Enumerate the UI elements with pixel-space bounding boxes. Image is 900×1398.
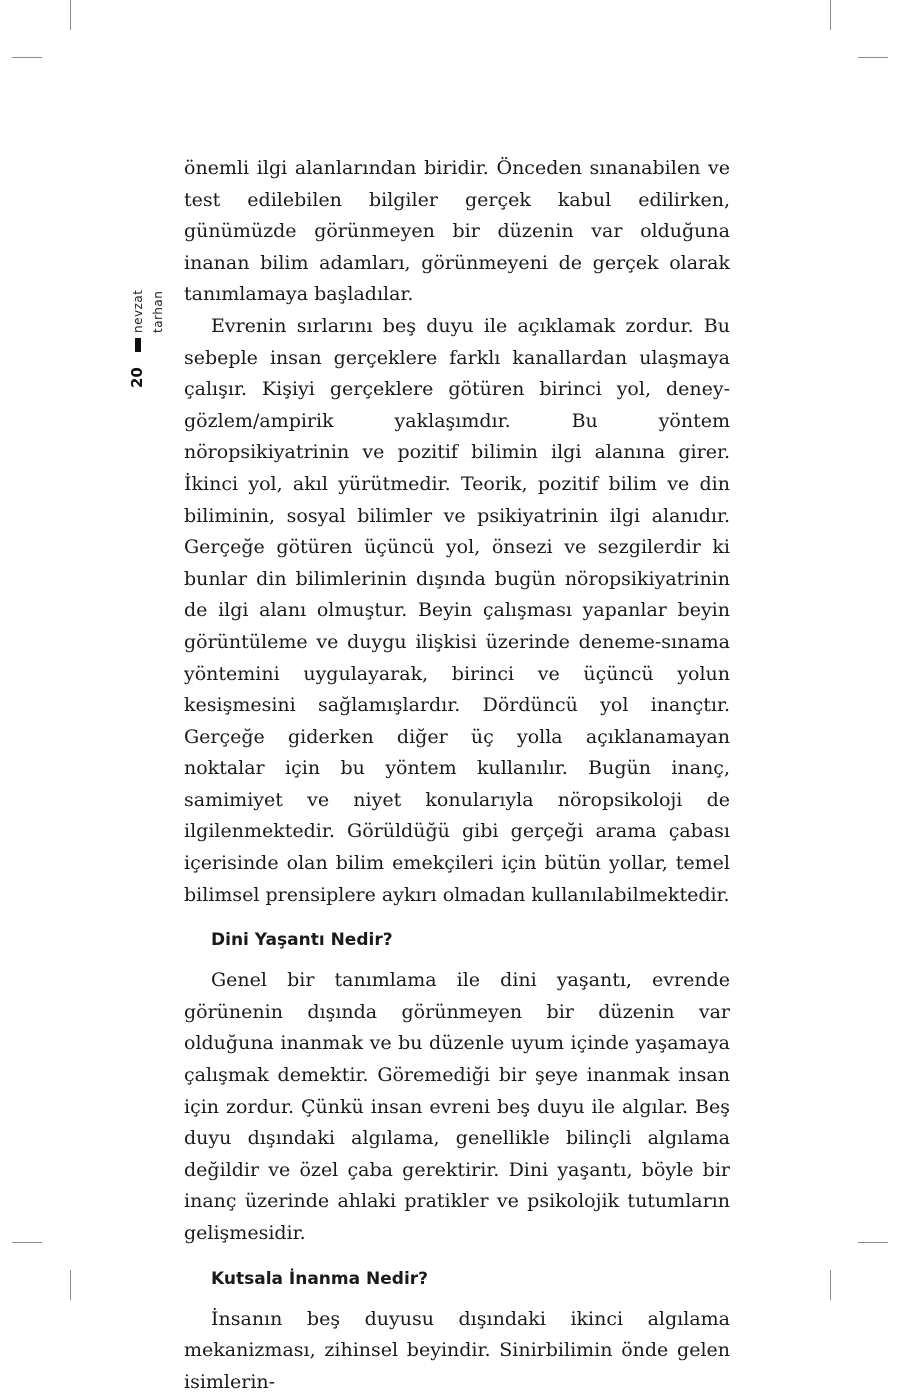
- running-head-author: nevzat tarhan: [131, 289, 165, 333]
- page-number: 20: [128, 367, 146, 388]
- crop-mark-top-right-vertical: [830, 0, 831, 30]
- paragraph-3: Genel bir tanımlama ile dini yaşantı, evrende görünenin dışında görünmeyen bir düzenin var olduğuna inanmak ve bu düzenle uyum içinde yaşamaya çalışmak demektir. Göremediği bir şeye inanmak insan için zordur. Çünkü insan evreni beş duyu ile algılar. Beş duyu dışındaki algılama, genellikle bilinçli algılama değildir ve özel çaba gerektirir. Dini yaşantı, böyle bir inanç üzerinde ahlaki pratikler ve psikolojik tutumların gelişmesidir.: [184, 969, 730, 1244]
- section-heading-dini-yasanti: Dini Yaşantı Nedir?: [211, 930, 393, 951]
- section-heading-kutsala-inanma: Kutsala İnanma Nedir?: [211, 1268, 429, 1289]
- page-body: [184, 153, 730, 1398]
- crop-mark-top-left-vertical: [70, 0, 71, 30]
- crop-mark-bottom-right-vertical: [830, 1270, 831, 1300]
- crop-mark-bottom-right-horizontal: [858, 1242, 888, 1243]
- paragraph-1: önemli ilgi alanlarından biridir. Önceden sınanabilen ve test edilebilen bilgiler gerçek kabul edilirken, günümüzde görünmeyen bir düzenin var olduğuna inanan bilim adamları, görünmeyeni de gerçek olarak tanımlamaya başladılar.: [184, 157, 730, 306]
- crop-mark-bottom-left-horizontal: [12, 1242, 42, 1243]
- crop-mark-top-right-horizontal: [858, 57, 888, 58]
- crop-mark-top-left-horizontal: [12, 57, 42, 58]
- paragraph-4: İnsanın beş duyusu dışındaki ikinci algılama mekanizması, zihinsel beyindir. Sinirbilimin önde gelen isimlerin-: [184, 1307, 730, 1393]
- running-head-separator: [135, 338, 141, 352]
- paragraph-2: Evrenin sırlarını beş duyu ile açıklamak zordur. Bu sebeple insan gerçeklere farklı kanallardan ulaşmaya çalışır. Kişiyi gerçeklere götüren birinci yol, deney-gözlem/ampirik yaklaşımdır. Bu yöntem nöropsikiyatrinin ve pozitif bilimin ilgi alanına girer. İkinci yol, akıl yürütmedir. Teorik, pozitif bilim ve din biliminin, sosyal bilimler ve psikiyatrinin ilgi alanıdır. Gerçeğe götüren üçüncü yol, önsezi ve sezgilerdir ki bunlar din bilimlerinin dışında bugün nöropsikiyatrinin de ilgi alanı olmuştur. Beyin çalışması yapanlar beyin görüntüleme ve duygu ilişkisi üzerinde deneme-sınama yöntemini uygulayarak, birinci ve üçüncü yolun kesişmesini sağlamışlardır. Dördüncü yol inançtır. Gerçeğe giderken diğer üç yolla açıklanamayan noktalar için bu yöntem kullanılır. Bugün inanç, samimiyet ve niyet konularıyla nöropsikoloji de ilgilenmektedir. Görüldüğü gibi gerçeği arama çabası içerisinde olan bilim emekçileri için bütün yollar, temel bilimsel prensiplere aykırı olmadan kullanılabilmektedir.: [184, 314, 730, 906]
- crop-mark-bottom-left-vertical: [70, 1270, 71, 1300]
